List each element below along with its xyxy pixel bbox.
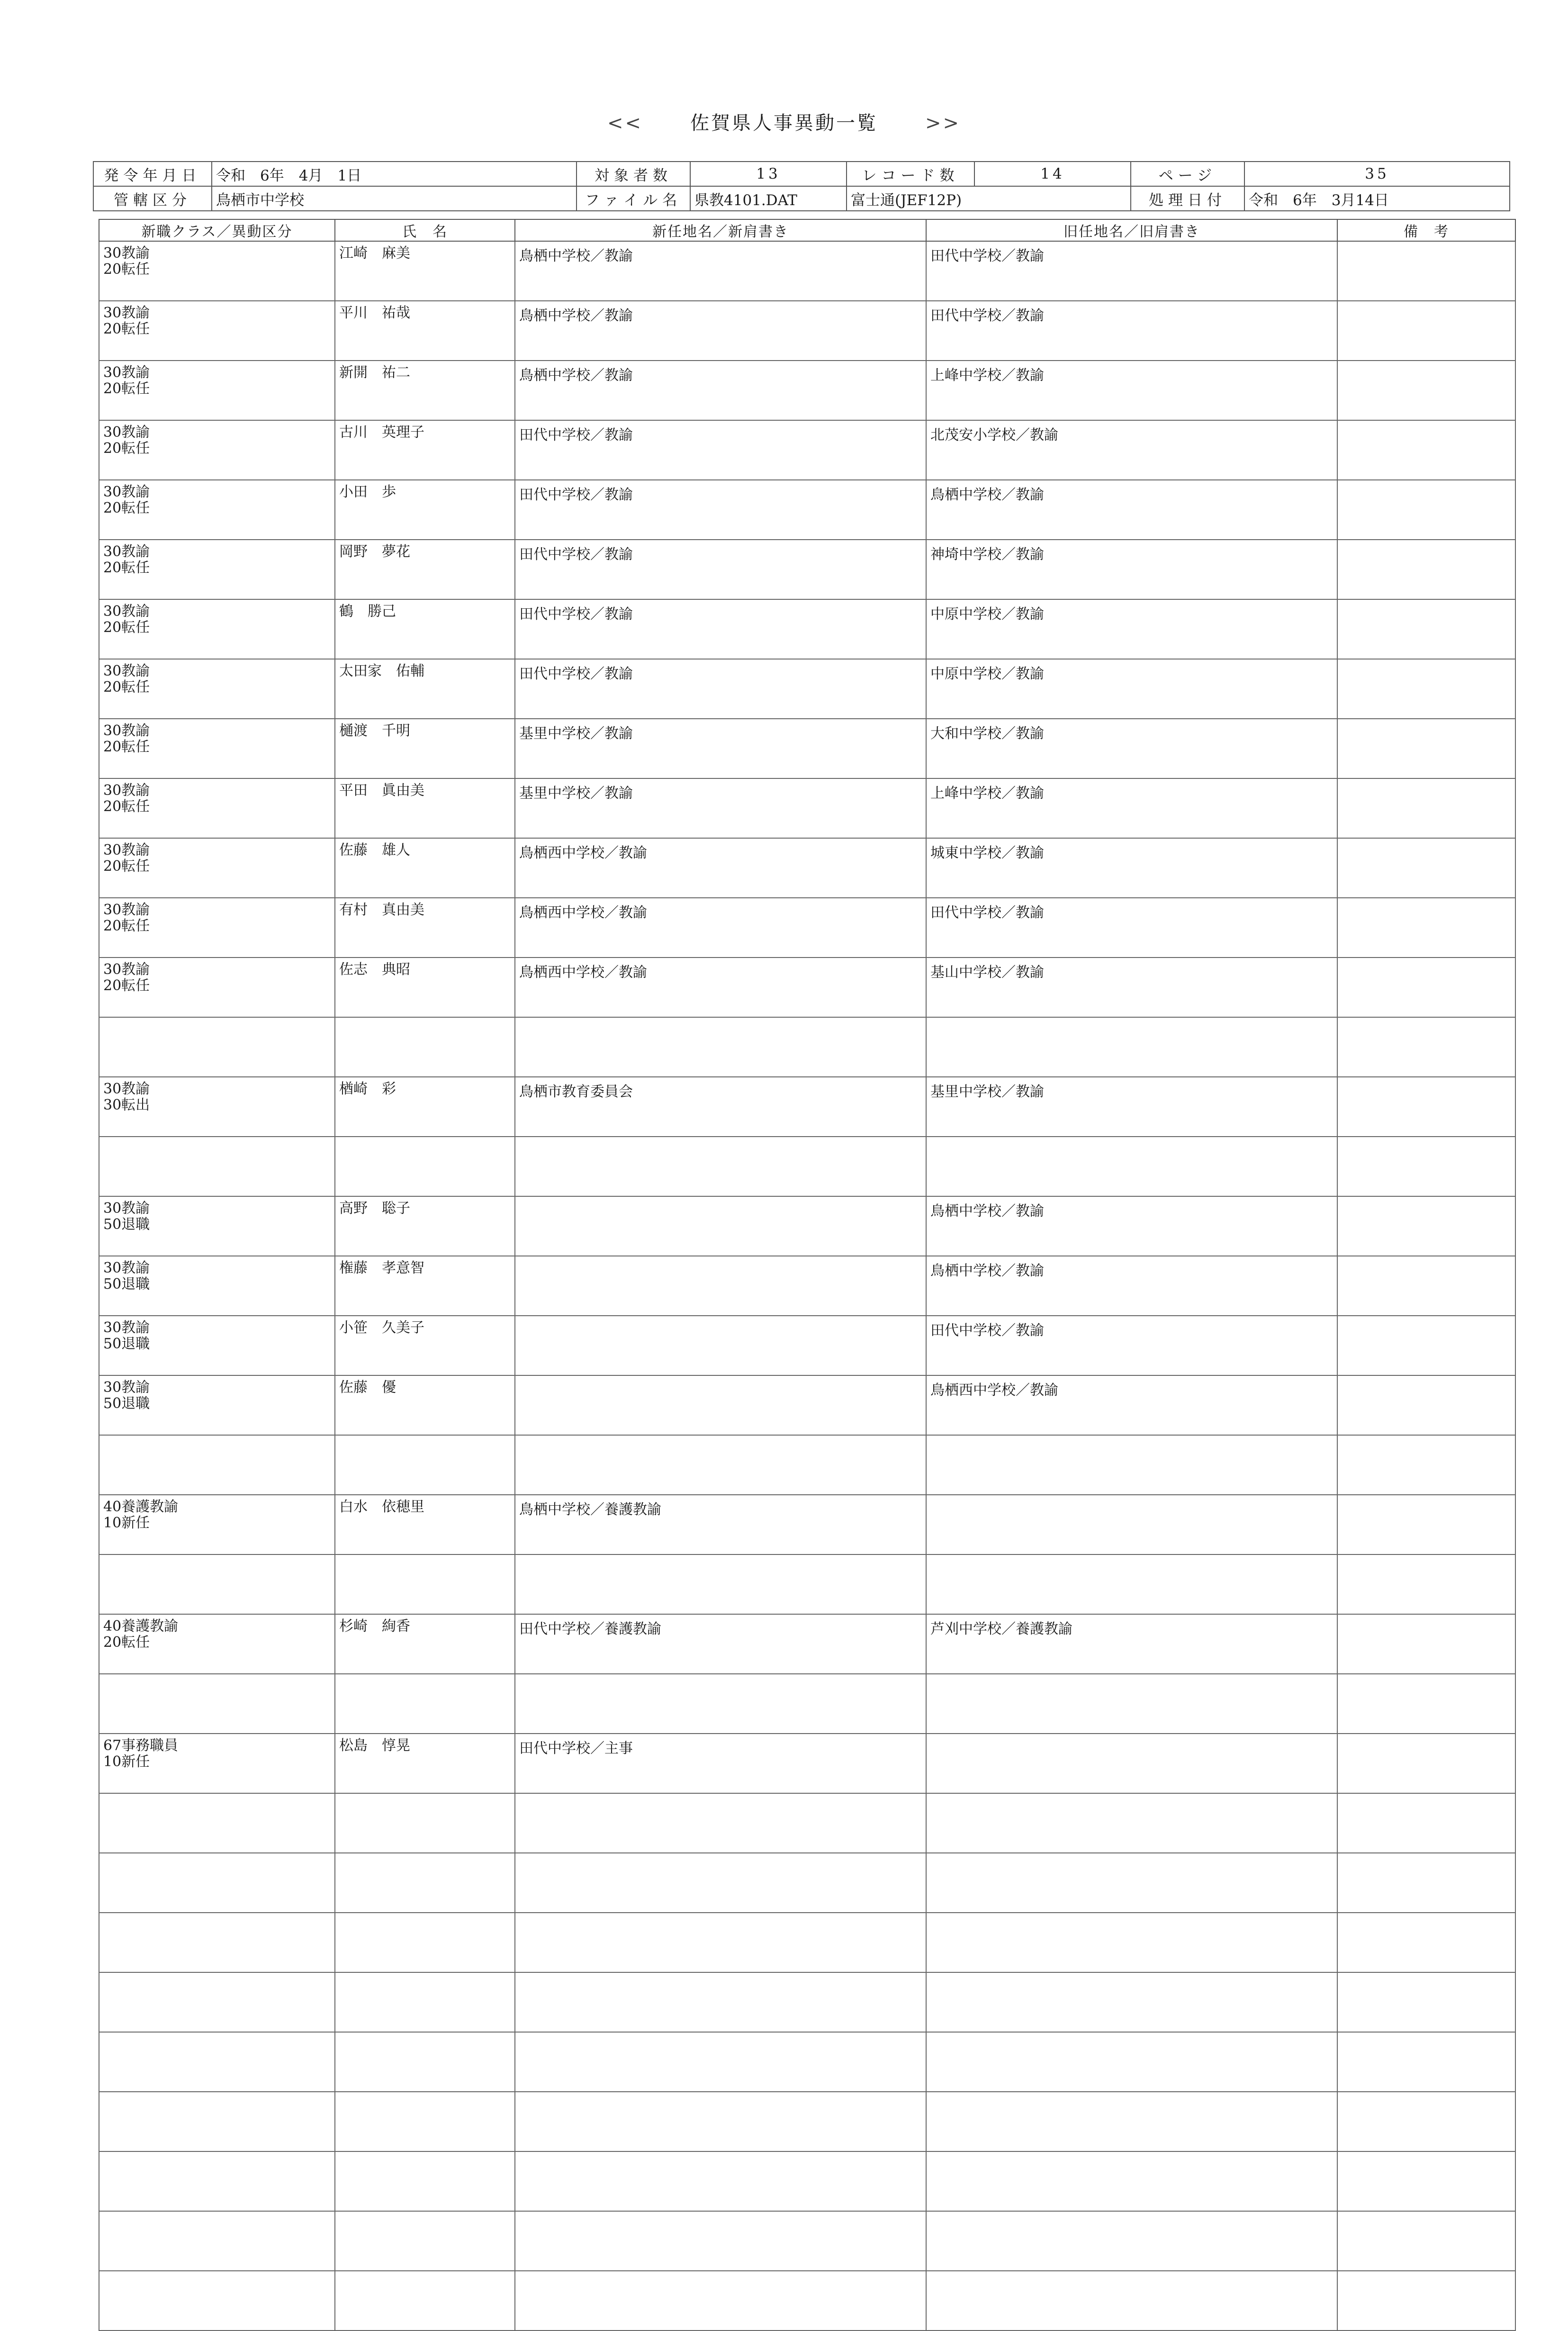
table-body [99,241,1515,2331]
remarks [1337,2032,1515,2092]
job-class: 30教諭 [103,842,150,858]
remarks [1337,2271,1515,2331]
transfer-type: 20転任 [103,261,150,278]
old-post: 芦刈中学校／養護教諭 [926,1614,1337,1674]
class-cell [99,540,335,599]
person-name: 杉崎 絢香 [335,1614,515,1674]
old-post: 鳥栖西中学校／教諭 [926,1375,1337,1435]
class-cell [99,1674,335,1734]
job-class: 30教諭 [103,1081,150,1097]
transfer-type: 30転出 [103,1097,150,1113]
new-post: 田代中学校／教諭 [515,540,926,599]
person-name: 鶴 勝己 [335,599,515,659]
new-post: 田代中学校／教諭 [515,480,926,540]
person-name: 太田家 佑輔 [335,659,515,719]
table-row [99,599,1515,659]
remarks [1337,898,1515,958]
table-row [99,659,1515,719]
person-name: 新開 祐二 [335,361,515,420]
old-post [926,1137,1337,1196]
remarks [1337,241,1515,301]
class-cell [99,1375,335,1435]
old-post [926,2271,1337,2331]
remarks [1337,1913,1515,1972]
old-post: 城東中学校／教諭 [926,838,1337,898]
new-post [515,2151,926,2211]
table-row [99,1196,1515,1256]
table-row [99,778,1515,838]
person-name [335,1137,515,1196]
old-post [926,1674,1337,1734]
class-cell [99,1077,335,1137]
personnel-table [99,219,1516,2331]
table-row [99,2151,1515,2211]
person-name [335,1435,515,1495]
transfer-type: 20転任 [103,739,150,755]
table-row [99,1554,1515,1614]
person-name [335,1793,515,1853]
job-class: 30教諭 [103,902,150,918]
new-post: 鳥栖中学校／教諭 [515,361,926,420]
column-header-class: 新職クラス／異動区分 [99,219,335,241]
old-post: 田代中学校／教諭 [926,301,1337,361]
new-post: 田代中学校／養護教諭 [515,1614,926,1674]
class-cell [99,361,335,420]
new-post: 田代中学校／教諭 [515,420,926,480]
class-cell [99,1614,335,1674]
record-count-value: 14 [974,162,1131,186]
person-name: 平田 眞由美 [335,778,515,838]
transfer-type: 50退職 [103,1276,150,1292]
person-name [335,2211,515,2271]
table-row [99,1972,1515,2032]
job-class: 30教諭 [103,1260,150,1276]
old-post [926,1913,1337,1972]
old-post: 上峰中学校／教諭 [926,778,1337,838]
new-post [515,2211,926,2271]
class-cell [99,958,335,1017]
header-table [93,161,1510,211]
table-row [99,420,1515,480]
table-row [99,1137,1515,1196]
new-post [515,1017,926,1077]
table-row [99,1674,1515,1734]
job-class: 30教諭 [103,1319,150,1336]
person-name: 松島 惇晃 [335,1734,515,1793]
remarks [1337,778,1515,838]
job-class: 30教諭 [103,245,150,262]
process-date-value: 令和 6年 3月14日 [1244,186,1510,211]
class-cell [99,1793,335,1853]
table-row [99,1734,1515,1793]
page-value: 35 [1244,162,1510,186]
record-count-label: レコード数 [847,162,974,186]
class-cell [99,1316,335,1375]
new-post: 基里中学校／教諭 [515,719,926,778]
new-post: 鳥栖西中学校／教諭 [515,838,926,898]
person-name: 樋渡 千明 [335,719,515,778]
class-cell [99,599,335,659]
class-cell [99,2151,335,2211]
new-post: 田代中学校／教諭 [515,659,926,719]
job-class: 30教諭 [103,663,150,679]
transfer-type: 10新任 [103,1515,150,1531]
class-cell [99,420,335,480]
class-cell [99,838,335,898]
remarks [1337,480,1515,540]
transfer-type: 20転任 [103,619,150,636]
transfer-type: 20転任 [103,321,150,337]
class-cell [99,301,335,361]
table-row [99,1256,1515,1316]
person-name: 岡野 夢花 [335,540,515,599]
job-class: 30教諭 [103,961,150,978]
old-post [926,2151,1337,2211]
transfer-type: 50退職 [103,1216,150,1233]
remarks [1337,1554,1515,1614]
person-name: 佐藤 雄人 [335,838,515,898]
person-name [335,1554,515,1614]
remarks [1337,1495,1515,1554]
new-post [515,1435,926,1495]
remarks [1337,1316,1515,1375]
person-name [335,2092,515,2151]
table-row [99,898,1515,958]
class-cell [99,241,335,301]
new-post [515,2271,926,2331]
new-post: 鳥栖中学校／養護教諭 [515,1495,926,1554]
person-name: 平川 祐哉 [335,301,515,361]
new-post: 鳥栖西中学校／教諭 [515,958,926,1017]
old-post: 大和中学校／教諭 [926,719,1337,778]
person-name: 高野 聡子 [335,1196,515,1256]
table-row [99,958,1515,1017]
class-cell [99,659,335,719]
job-class: 30教諭 [103,543,150,560]
new-post [515,1196,926,1256]
job-class: 30教諭 [103,484,150,500]
old-post [926,1853,1337,1913]
class-cell [99,480,335,540]
old-post: 基山中学校／教諭 [926,958,1337,1017]
column-header-remarks: 備 考 [1337,219,1515,241]
new-post: 田代中学校／教諭 [515,599,926,659]
remarks [1337,420,1515,480]
job-class: 30教諭 [103,782,150,799]
table-row [99,1316,1515,1375]
class-cell [99,2211,335,2271]
transfer-type: 20転任 [103,1634,150,1651]
remarks [1337,1137,1515,1196]
transfer-type: 20転任 [103,858,150,875]
person-name: 白水 依穂里 [335,1495,515,1554]
person-name: 楢崎 彩 [335,1077,515,1137]
person-name [335,2271,515,2331]
remarks [1337,1972,1515,2032]
old-post: 田代中学校／教諭 [926,1316,1337,1375]
old-post [926,2092,1337,2151]
column-header-old-post: 旧任地名／旧肩書き [926,219,1337,241]
table-row [99,719,1515,778]
class-cell [99,1435,335,1495]
transfer-type: 50退職 [103,1395,150,1412]
new-post [515,1256,926,1316]
old-post [926,2211,1337,2271]
class-cell [99,1734,335,1793]
job-class: 30教諭 [103,424,150,441]
remarks [1337,958,1515,1017]
old-post [926,2032,1337,2092]
old-post [926,1793,1337,1853]
old-post: 基里中学校／教諭 [926,1077,1337,1137]
class-cell [99,1495,335,1554]
table-row [99,1495,1515,1554]
process-date-label: 処理日付 [1131,186,1244,211]
table-row [99,2211,1515,2271]
transfer-type: 50退職 [103,1336,150,1352]
old-post: 北茂安小学校／教諭 [926,420,1337,480]
old-post: 鳥栖中学校／教諭 [926,1196,1337,1256]
remarks [1337,1853,1515,1913]
class-cell [99,2092,335,2151]
old-post [926,1017,1337,1077]
table-row [99,1077,1515,1137]
class-cell [99,2032,335,2092]
new-post [515,2092,926,2151]
transfer-type: 20転任 [103,440,150,457]
old-post: 田代中学校／教諭 [926,241,1337,301]
table-header-row [99,219,1515,241]
remarks [1337,659,1515,719]
remarks [1337,540,1515,599]
table-row [99,1375,1515,1435]
jurisdiction-value: 鳥栖市中学校 [212,186,577,211]
new-post [515,1793,926,1853]
title-left-mark: << [607,112,643,134]
column-header-new-post: 新任地名／新肩書き [515,219,926,241]
transfer-type: 20転任 [103,560,150,576]
jurisdiction-label: 管轄区分 [93,186,212,211]
old-post: 鳥栖中学校／教諭 [926,480,1337,540]
remarks [1337,1435,1515,1495]
old-post: 神埼中学校／教諭 [926,540,1337,599]
class-cell [99,2271,335,2331]
person-name: 古川 英理子 [335,420,515,480]
remarks [1337,301,1515,361]
new-post: 鳥栖中学校／教諭 [515,301,926,361]
class-cell [99,898,335,958]
table-row [99,241,1515,301]
remarks [1337,599,1515,659]
person-name [335,1913,515,1972]
target-count-label: 対象者数 [577,162,690,186]
class-cell [99,1196,335,1256]
table-row [99,1614,1515,1674]
class-cell [99,1913,335,1972]
person-name [335,1853,515,1913]
remarks [1337,2211,1515,2271]
person-name: 権藤 孝意智 [335,1256,515,1316]
column-header-name: 氏 名 [335,219,515,241]
class-cell [99,778,335,838]
new-post [515,2032,926,2092]
page-label: ページ [1131,162,1244,186]
transfer-type: 20転任 [103,977,150,994]
remarks [1337,1017,1515,1077]
class-cell [99,719,335,778]
file-name-value: 県教4101.DAT [690,186,847,211]
job-class: 40養護教諭 [103,1618,179,1635]
issue-date-value: 令和 6年 4月 1日 [212,162,577,186]
table-row [99,1853,1515,1913]
person-name: 佐志 典昭 [335,958,515,1017]
person-name: 有村 真由美 [335,898,515,958]
old-post: 中原中学校／教諭 [926,659,1337,719]
table-row [99,1017,1515,1077]
job-class: 30教諭 [103,305,150,321]
remarks [1337,1614,1515,1674]
transfer-type: 20転任 [103,500,150,516]
person-name: 佐藤 優 [335,1375,515,1435]
old-post [926,1972,1337,2032]
old-post: 鳥栖中学校／教諭 [926,1256,1337,1316]
old-post [926,1495,1337,1554]
old-post: 中原中学校／教諭 [926,599,1337,659]
remarks [1337,1077,1515,1137]
old-post: 上峰中学校／教諭 [926,361,1337,420]
person-name: 江崎 麻美 [335,241,515,301]
new-post: 鳥栖西中学校／教諭 [515,898,926,958]
file-name-label: ファイル名 [577,186,690,211]
job-class: 30教諭 [103,603,150,620]
title-right-mark: >> [925,112,961,134]
job-class: 67事務職員 [103,1737,179,1754]
new-post: 田代中学校／主事 [515,1734,926,1793]
class-cell [99,1554,335,1614]
remarks [1337,1793,1515,1853]
header-row-2 [93,186,1510,211]
transfer-type: 20転任 [103,918,150,934]
class-cell [99,1137,335,1196]
new-post [515,1137,926,1196]
table-row [99,301,1515,361]
new-post [515,1972,926,2032]
remarks [1337,1734,1515,1793]
remarks [1337,1375,1515,1435]
person-name [335,1674,515,1734]
header-row-1 [93,162,1510,186]
table-row [99,2032,1515,2092]
new-post: 鳥栖市教育委員会 [515,1077,926,1137]
person-name: 小田 歩 [335,480,515,540]
remarks [1337,1674,1515,1734]
person-name [335,2151,515,2211]
table-row [99,2271,1515,2331]
new-post [515,1316,926,1375]
new-post [515,1554,926,1614]
job-class: 30教諭 [103,723,150,739]
new-post [515,1375,926,1435]
table-row [99,1435,1515,1495]
transfer-type: 10新任 [103,1753,150,1770]
transfer-type: 20転任 [103,679,150,696]
table-row [99,480,1515,540]
table-row [99,838,1515,898]
remarks [1337,2092,1515,2151]
class-cell [99,1256,335,1316]
remarks [1337,1196,1515,1256]
table-row [99,2092,1515,2151]
job-class: 30教諭 [103,364,150,381]
job-class: 40養護教諭 [103,1499,179,1515]
old-post [926,1734,1337,1793]
job-class: 30教諭 [103,1200,150,1217]
transfer-type: 20転任 [103,798,150,815]
class-cell [99,1972,335,2032]
new-post: 基里中学校／教諭 [515,778,926,838]
old-post: 田代中学校／教諭 [926,898,1337,958]
target-count-value: 13 [690,162,847,186]
table-row [99,1793,1515,1853]
job-class: 30教諭 [103,1379,150,1396]
remarks [1337,719,1515,778]
old-post [926,1435,1337,1495]
person-name: 小笹 久美子 [335,1316,515,1375]
table-row [99,540,1515,599]
table-row [99,361,1515,420]
remarks [1337,838,1515,898]
new-post [515,1674,926,1734]
remarks [1337,2151,1515,2211]
old-post [926,1554,1337,1614]
person-name [335,1017,515,1077]
person-name [335,2032,515,2092]
new-post: 鳥栖中学校／教諭 [515,241,926,301]
class-cell [99,1853,335,1913]
table-row [99,1913,1515,1972]
system-value: 富士通(JEF12P) [847,186,1131,211]
remarks [1337,361,1515,420]
issue-date-label: 発令年月日 [93,162,212,186]
document-title [0,108,1568,135]
class-cell [99,1017,335,1077]
new-post [515,1913,926,1972]
remarks [1337,1256,1515,1316]
transfer-type: 20転任 [103,380,150,397]
title-text: 佐賀県人事異動一覧 [690,112,878,134]
new-post [515,1853,926,1913]
person-name [335,1972,515,2032]
